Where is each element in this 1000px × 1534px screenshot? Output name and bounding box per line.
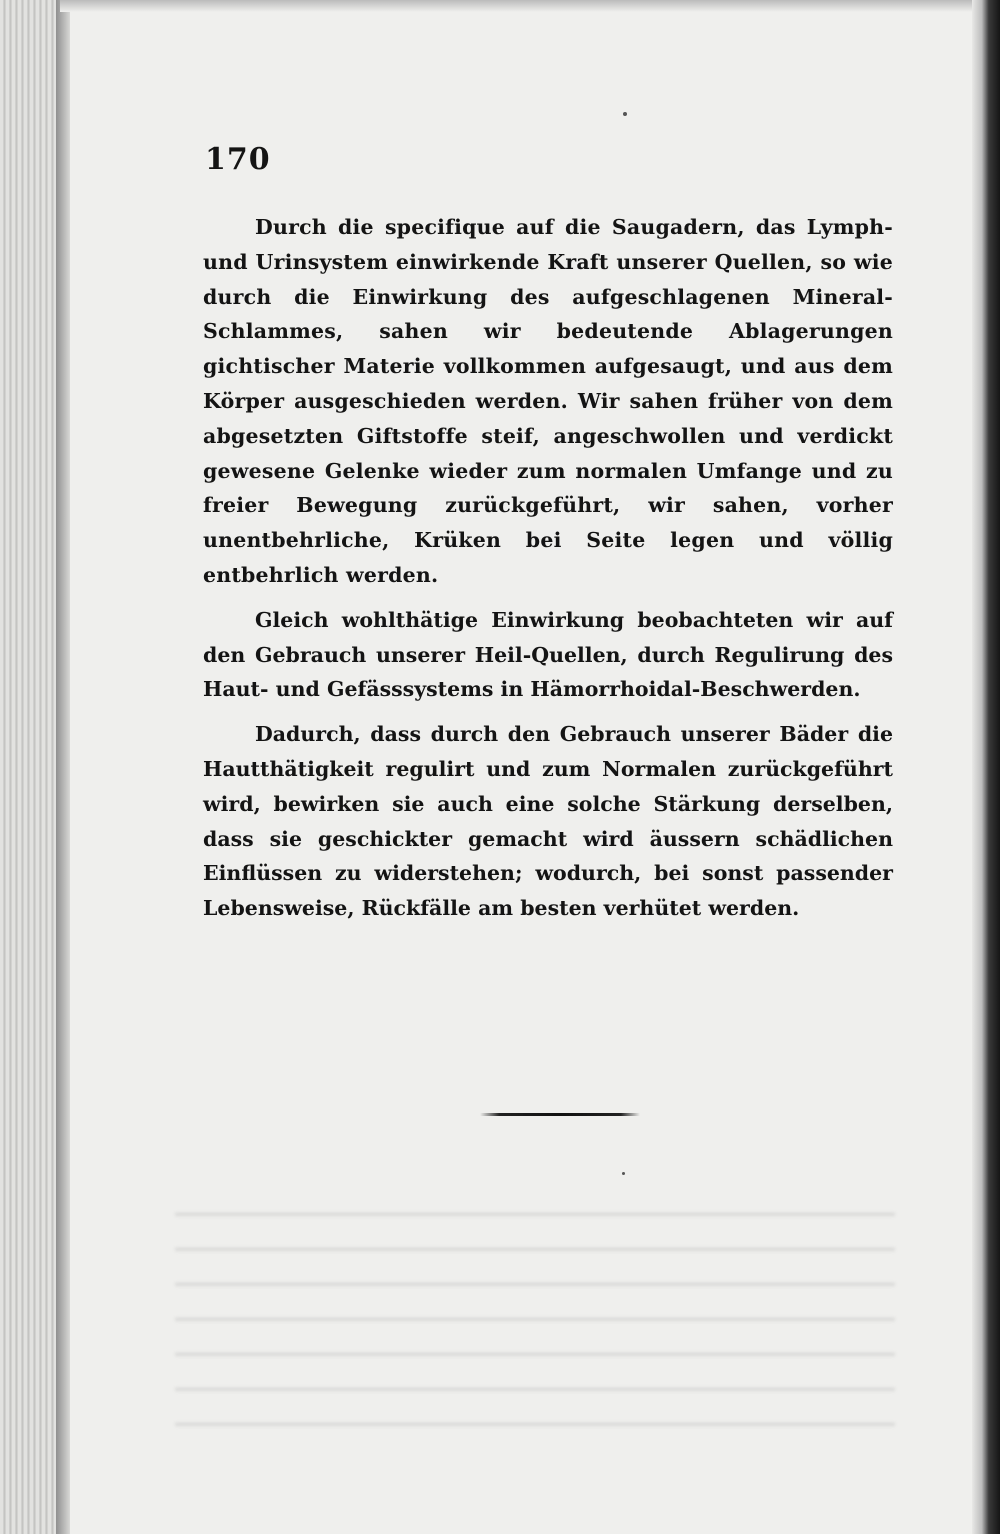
ink-speck (623, 112, 627, 116)
section-divider-rule (480, 1113, 640, 1116)
show-through-text (175, 1190, 895, 1430)
paragraph-3: Dadurch, dass durch den Gebrauch unserer Bäder die Hautthätigkeit regulirt und zum Normalen zurückgeführt wird, bewirken sie auch eine solche Stärkung derselben, dass sie geschickter gemacht wird äussern schädlichen Einflüssen zu widerstehen; wodurch, bei sonst passender Lebensweise, Rückfälle am besten verhütet werden. (203, 722, 893, 921)
page-number: 170 (205, 142, 271, 177)
paragraph-1: Durch die specifique auf die Saugadern, das Lymph- und Urinsystem einwirkende Kraft unserer Quellen, so wie durch die Einwirkung des aufgeschlagenen Mineral-Schlammes, sahen wir bedeutende Ablagerungen gichtischer Materie vollkommen aufgesaugt, und aus dem Körper ausgeschieden werden. Wir sahen früher von dem abgesetzten Giftstoffe steif, angeschwollen und verdickt gewesene Gelenke wieder zum normalen Umfange und zu freier Bewegung zurückgeführt, wir sahen, vorher unentbehrliche, Krüken bei Seite legen und völlig entbehrlich werden. (203, 215, 893, 587)
right-page-edge (972, 0, 1000, 1534)
book-page-edges (0, 0, 62, 1534)
ink-speck (622, 1172, 625, 1175)
top-page-edge (60, 0, 974, 12)
text-column (203, 140, 893, 936)
paragraph-2: Gleich wohlthätige Einwirkung beobachteten wir auf den Gebrauch unserer Heil-Quellen, durch Regulirung des Haut- und Gefässsystems in Hämorrhoidal-Beschwerden. (203, 607, 893, 702)
spine-shadow (56, 0, 70, 1534)
